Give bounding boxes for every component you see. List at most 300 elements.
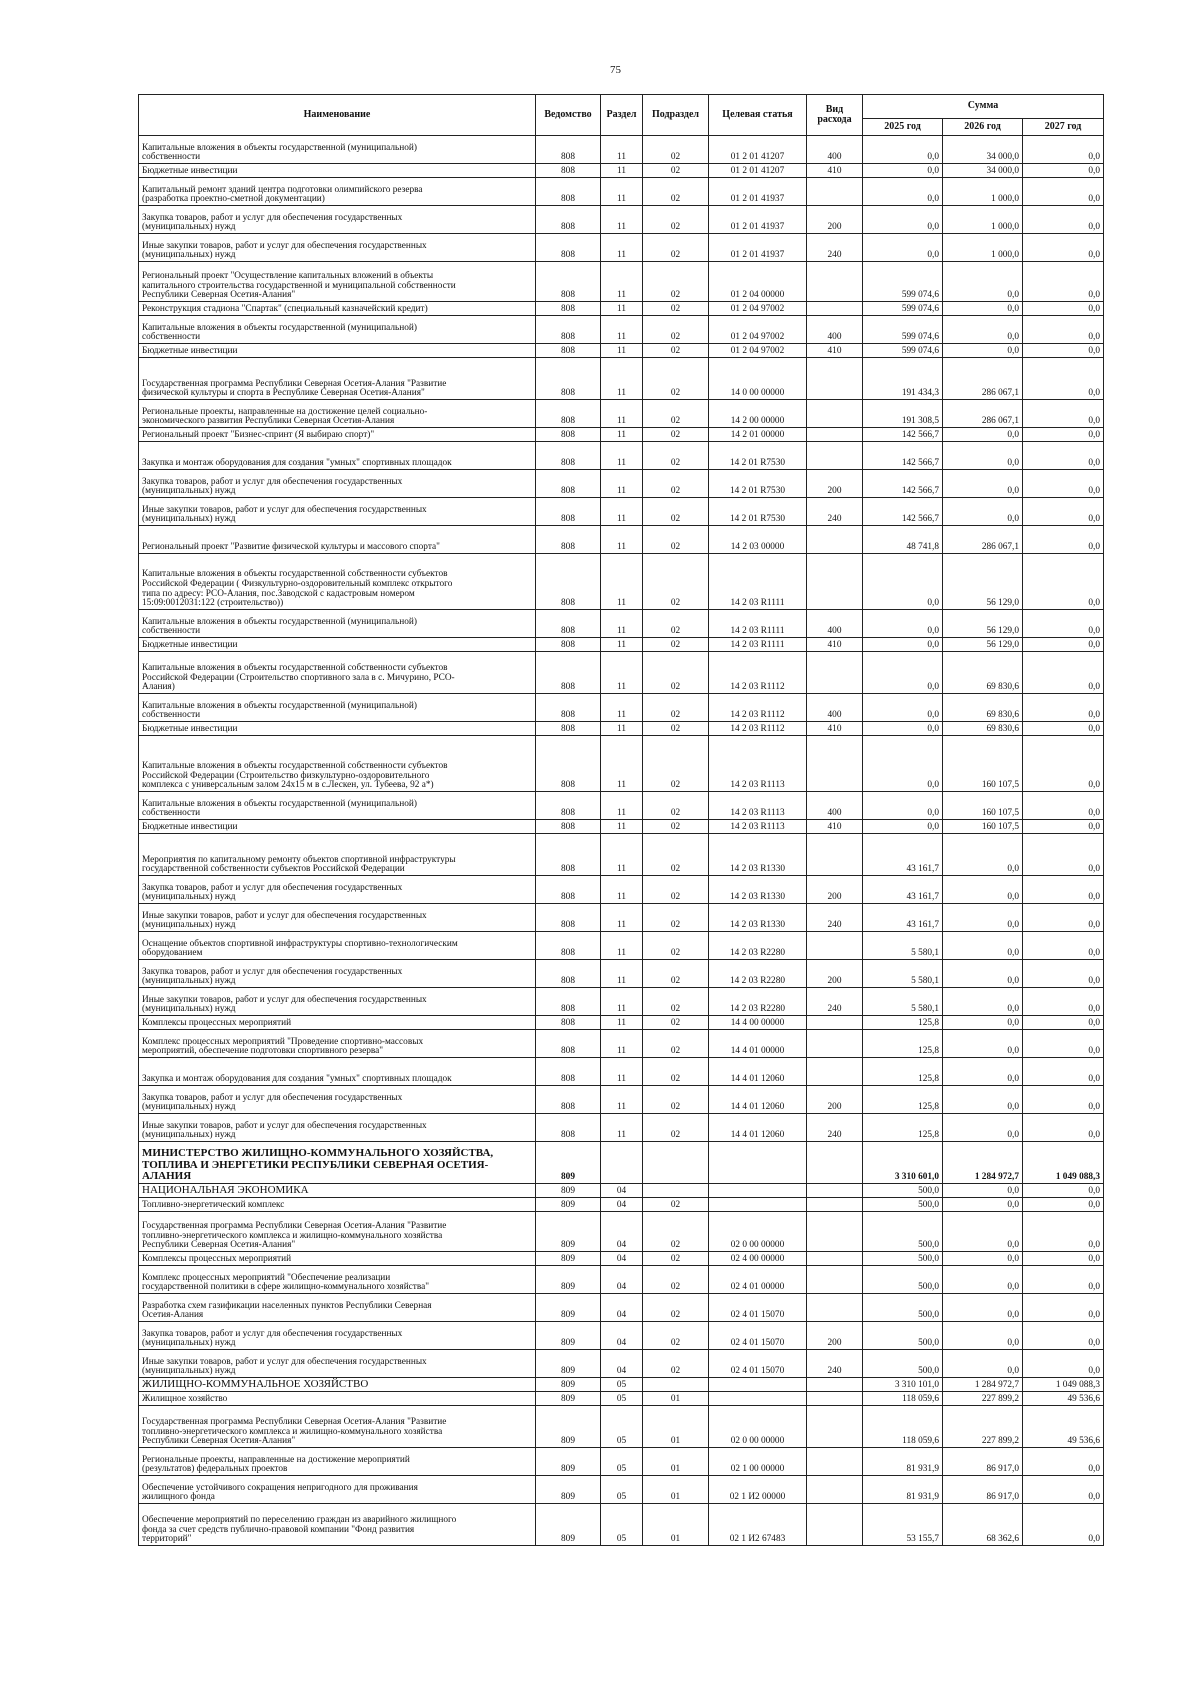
row-dept: 808 [536, 470, 601, 498]
row-section: 04 [601, 1294, 643, 1322]
row-sum-2025: 599 074,6 [863, 316, 943, 344]
table-row [139, 1392, 1104, 1406]
row-sum-2025: 142 566,7 [863, 442, 943, 470]
row-sum-2027: 0,0 [1023, 1322, 1104, 1350]
row-sum-2025: 118 059,6 [863, 1392, 943, 1406]
row-sum-2026: 56 129,0 [943, 610, 1023, 638]
row-expense-type [807, 358, 863, 400]
row-sum-2026: 1 000,0 [943, 206, 1023, 234]
row-section: 11 [601, 694, 643, 722]
row-dept: 808 [536, 932, 601, 960]
row-subsection: 01 [643, 1504, 709, 1546]
row-target: 14 2 03 R1330 [709, 904, 807, 932]
row-target: 01 2 01 41937 [709, 178, 807, 206]
row-expense-type: 200 [807, 470, 863, 498]
row-sum-2025: 0,0 [863, 792, 943, 820]
row-sum-2025: 0,0 [863, 234, 943, 262]
row-subsection: 01 [643, 1476, 709, 1504]
row-subsection: 02 [643, 932, 709, 960]
row-section: 11 [601, 1016, 643, 1030]
row-dept: 808 [536, 344, 601, 358]
row-dept: 808 [536, 638, 601, 652]
row-name: Иные закупки товаров, работ и услуг для обеспечения государственных (муниципальных) нужд [139, 904, 536, 932]
row-name: Иные закупки товаров, работ и услуг для обеспечения государственных (муниципальных) нужд [139, 234, 536, 262]
row-sum-2025: 118 059,6 [863, 1406, 943, 1448]
table-row [139, 1476, 1104, 1504]
row-section: 11 [601, 792, 643, 820]
row-sum-2026: 0,0 [943, 1294, 1023, 1322]
row-sum-2026: 0,0 [943, 262, 1023, 302]
row-subsection: 02 [643, 1252, 709, 1266]
row-name: Капитальные вложения в объекты государственной (муниципальной) собственности [139, 610, 536, 638]
row-dept: 808 [536, 1030, 601, 1058]
row-name: ЖИЛИЩНО-КОММУНАЛЬНОЕ ХОЗЯЙСТВО [139, 1378, 536, 1392]
row-sum-2026: 56 129,0 [943, 554, 1023, 610]
table-row [139, 344, 1104, 358]
header-sum: Сумма [863, 95, 1104, 119]
row-sum-2026: 0,0 [943, 904, 1023, 932]
row-dept: 808 [536, 904, 601, 932]
row-expense-type: 410 [807, 722, 863, 736]
row-target [709, 1184, 807, 1198]
row-name: Бюджетные инвестиции [139, 164, 536, 178]
row-name: Закупка товаров, работ и услуг для обеспечения государственных (муниципальных) нужд [139, 1086, 536, 1114]
row-expense-type [807, 526, 863, 554]
row-expense-type: 200 [807, 1322, 863, 1350]
row-sum-2025: 43 161,7 [863, 904, 943, 932]
row-sum-2026: 69 830,6 [943, 694, 1023, 722]
row-target [709, 1198, 807, 1212]
row-sum-2026: 0,0 [943, 1058, 1023, 1086]
row-name: Бюджетные инвестиции [139, 820, 536, 834]
table-row [139, 1016, 1104, 1030]
row-subsection: 02 [643, 470, 709, 498]
row-dept: 808 [536, 442, 601, 470]
row-expense-type: 240 [807, 234, 863, 262]
row-section: 11 [601, 932, 643, 960]
row-expense-type [807, 262, 863, 302]
row-sum-2027: 0,0 [1023, 1198, 1104, 1212]
table-row [139, 358, 1104, 400]
row-name: МИНИСТЕРСТВО ЖИЛИЩНО-КОММУНАЛЬНОГО ХОЗЯЙСТВА, ТОПЛИВА И ЭНЕРГЕТИКИ РЕСПУБЛИКИ СЕВЕРНАЯ ОСЕТИЯ- АЛАНИЯ [139, 1142, 536, 1184]
row-expense-type [807, 932, 863, 960]
row-expense-type [807, 652, 863, 694]
row-expense-type [807, 1476, 863, 1504]
row-subsection: 02 [643, 498, 709, 526]
row-sum-2027: 0,0 [1023, 136, 1104, 164]
row-expense-type [807, 1392, 863, 1406]
row-sum-2027: 0,0 [1023, 178, 1104, 206]
row-expense-type [807, 1252, 863, 1266]
row-name: Комплекс процессных мероприятий "Проведение спортивно-массовых мероприятий, обеспечение подготовки спортивного резерва" [139, 1030, 536, 1058]
table-row [139, 400, 1104, 428]
row-sum-2027: 0,0 [1023, 1294, 1104, 1322]
header-expense-type: Вид расхода [807, 95, 863, 136]
row-name: Капитальные вложения в объекты государственной собственности субъектов Российской Федерации ( Физкультурно-оздоровительный комплекс открытого типа по адресу: РСО-Алания, пос.Заводской с кадастровым номером 15:09:0012031:122 (строительство)) [139, 554, 536, 610]
row-name: Закупка товаров, работ и услуг для обеспечения государственных (муниципальных) нужд [139, 876, 536, 904]
row-sum-2026: 0,0 [943, 1184, 1023, 1198]
row-name: Региональный проект "Бизнес-спринт (Я выбираю спорт)" [139, 428, 536, 442]
row-subsection: 02 [643, 1058, 709, 1086]
row-dept: 808 [536, 988, 601, 1016]
row-expense-type: 200 [807, 206, 863, 234]
row-expense-type [807, 442, 863, 470]
header-dept: Ведомство [536, 95, 601, 136]
row-target [709, 1378, 807, 1392]
row-dept: 809 [536, 1406, 601, 1448]
row-subsection: 02 [643, 234, 709, 262]
header-year-2025: 2025 год [863, 119, 943, 136]
row-subsection: 02 [643, 316, 709, 344]
row-sum-2025: 500,0 [863, 1252, 943, 1266]
row-section: 11 [601, 234, 643, 262]
row-subsection: 02 [643, 736, 709, 792]
row-name: Региональный проект "Развитие физической культуры и массового спорта" [139, 526, 536, 554]
row-target: 02 4 01 15070 [709, 1322, 807, 1350]
table-row [139, 792, 1104, 820]
row-sum-2027: 0,0 [1023, 498, 1104, 526]
row-dept: 808 [536, 652, 601, 694]
row-dept: 809 [536, 1184, 601, 1198]
budget-table [138, 94, 1104, 1546]
row-target [709, 1392, 807, 1406]
row-sum-2027: 0,0 [1023, 358, 1104, 400]
row-subsection: 02 [643, 792, 709, 820]
row-subsection: 02 [643, 1212, 709, 1252]
row-name: Бюджетные инвестиции [139, 638, 536, 652]
row-name: Иные закупки товаров, работ и услуг для обеспечения государственных (муниципальных) нужд [139, 498, 536, 526]
row-section: 11 [601, 358, 643, 400]
row-expense-type [807, 554, 863, 610]
row-name: Закупка товаров, работ и услуг для обеспечения государственных (муниципальных) нужд [139, 206, 536, 234]
row-dept: 808 [536, 834, 601, 876]
row-sum-2025: 0,0 [863, 178, 943, 206]
row-section: 11 [601, 736, 643, 792]
row-sum-2025: 142 566,7 [863, 498, 943, 526]
row-target: 01 2 01 41207 [709, 136, 807, 164]
row-expense-type [807, 1266, 863, 1294]
row-name: Закупка и монтаж оборудования для создания "умных" спортивных площадок [139, 1058, 536, 1086]
row-sum-2025: 5 580,1 [863, 988, 943, 1016]
row-name: Капитальные вложения в объекты государственной собственности субъектов Российской Федерации (Строительство физкультурно-оздоровительного комплекса с универсальным залом 24х15 м в с.Лескен, ул. Тубеева, 92 а*) [139, 736, 536, 792]
row-subsection: 02 [643, 358, 709, 400]
table-row [139, 694, 1104, 722]
row-sum-2026: 0,0 [943, 1030, 1023, 1058]
row-sum-2027: 0,0 [1023, 1086, 1104, 1114]
row-sum-2025: 599 074,6 [863, 262, 943, 302]
row-section: 11 [601, 904, 643, 932]
row-subsection: 02 [643, 960, 709, 988]
row-expense-type [807, 1212, 863, 1252]
row-sum-2025: 191 434,3 [863, 358, 943, 400]
row-sum-2026: 56 129,0 [943, 638, 1023, 652]
header-name: Наименование [139, 95, 536, 136]
row-subsection: 02 [643, 988, 709, 1016]
row-sum-2026: 0,0 [943, 470, 1023, 498]
table-row [139, 206, 1104, 234]
row-dept: 808 [536, 262, 601, 302]
table-row [139, 428, 1104, 442]
row-section: 11 [601, 316, 643, 344]
row-sum-2027: 49 536,6 [1023, 1392, 1104, 1406]
row-target: 14 2 03 R1112 [709, 694, 807, 722]
row-target: 14 2 03 R1113 [709, 736, 807, 792]
table-row [139, 932, 1104, 960]
row-section: 05 [601, 1378, 643, 1392]
row-dept: 809 [536, 1266, 601, 1294]
row-expense-type: 410 [807, 164, 863, 178]
row-sum-2027: 0,0 [1023, 554, 1104, 610]
row-name: Государственная программа Республики Северная Осетия-Алания "Развитие топливно-энергетического комплекса и жилищно-коммунального хозяйства Республики Северная Осетия-Алания" [139, 1406, 536, 1448]
row-target: 14 2 01 R7530 [709, 442, 807, 470]
row-sum-2027: 0,0 [1023, 1504, 1104, 1546]
row-subsection: 02 [643, 302, 709, 316]
table-row [139, 1030, 1104, 1058]
row-target: 14 2 03 R2280 [709, 960, 807, 988]
table-row [139, 470, 1104, 498]
row-name: Закупка товаров, работ и услуг для обеспечения государственных (муниципальных) нужд [139, 960, 536, 988]
row-expense-type [807, 834, 863, 876]
row-sum-2026: 286 067,1 [943, 526, 1023, 554]
row-sum-2027: 0,0 [1023, 694, 1104, 722]
row-section: 11 [601, 554, 643, 610]
row-section: 04 [601, 1322, 643, 1350]
row-section: 11 [601, 820, 643, 834]
row-sum-2026: 86 917,0 [943, 1448, 1023, 1476]
row-sum-2026: 0,0 [943, 834, 1023, 876]
row-subsection: 02 [643, 652, 709, 694]
row-name: Иные закупки товаров, работ и услуг для обеспечения государственных (муниципальных) нужд [139, 988, 536, 1016]
row-name: Бюджетные инвестиции [139, 344, 536, 358]
row-name: Капитальные вложения в объекты государственной (муниципальной) собственности [139, 316, 536, 344]
row-section: 11 [601, 470, 643, 498]
row-sum-2025: 142 566,7 [863, 428, 943, 442]
row-sum-2026: 69 830,6 [943, 722, 1023, 736]
page-number: 75 [610, 64, 621, 76]
row-sum-2027: 0,0 [1023, 638, 1104, 652]
row-name: Закупка товаров, работ и услуг для обеспечения государственных (муниципальных) нужд [139, 470, 536, 498]
row-name: Капитальные вложения в объекты государственной (муниципальной) собственности [139, 792, 536, 820]
row-sum-2026: 0,0 [943, 1016, 1023, 1030]
row-sum-2027: 1 049 088,3 [1023, 1378, 1104, 1392]
row-name: Иные закупки товаров, работ и услуг для обеспечения государственных (муниципальных) нужд [139, 1114, 536, 1142]
row-sum-2027: 0,0 [1023, 442, 1104, 470]
row-name: Жилищное хозяйство [139, 1392, 536, 1406]
row-section: 11 [601, 428, 643, 442]
row-target: 14 4 00 00000 [709, 1016, 807, 1030]
row-expense-type [807, 1448, 863, 1476]
row-subsection: 02 [643, 1114, 709, 1142]
row-subsection [643, 1184, 709, 1198]
header-section: Раздел [601, 95, 643, 136]
table-row [139, 1252, 1104, 1266]
row-sum-2025: 0,0 [863, 820, 943, 834]
row-sum-2025: 5 580,1 [863, 932, 943, 960]
row-name: Региональные проекты, направленные на достижение мероприятий (результатов) федеральных проектов [139, 1448, 536, 1476]
row-sum-2026: 69 830,6 [943, 652, 1023, 694]
row-target: 02 0 00 00000 [709, 1406, 807, 1448]
row-sum-2027: 0,0 [1023, 234, 1104, 262]
table-row [139, 1378, 1104, 1392]
row-dept: 808 [536, 1114, 601, 1142]
row-expense-type: 240 [807, 1350, 863, 1378]
row-sum-2026: 0,0 [943, 1266, 1023, 1294]
row-sum-2027: 0,0 [1023, 164, 1104, 178]
row-sum-2026: 34 000,0 [943, 164, 1023, 178]
row-sum-2026: 286 067,1 [943, 358, 1023, 400]
row-subsection: 02 [643, 442, 709, 470]
row-dept: 808 [536, 820, 601, 834]
row-sum-2025: 48 741,8 [863, 526, 943, 554]
row-sum-2027: 0,0 [1023, 904, 1104, 932]
row-expense-type [807, 178, 863, 206]
row-section: 11 [601, 400, 643, 428]
row-sum-2027: 0,0 [1023, 610, 1104, 638]
row-sum-2025: 142 566,7 [863, 470, 943, 498]
row-expense-type [807, 1030, 863, 1058]
table-row [139, 178, 1104, 206]
row-dept: 809 [536, 1198, 601, 1212]
row-dept: 809 [536, 1448, 601, 1476]
row-subsection: 02 [643, 400, 709, 428]
row-sum-2026: 0,0 [943, 932, 1023, 960]
table-row [139, 1058, 1104, 1086]
row-subsection: 01 [643, 1406, 709, 1448]
row-expense-type: 400 [807, 316, 863, 344]
table-row [139, 234, 1104, 262]
table-row [139, 302, 1104, 316]
row-sum-2027: 0,0 [1023, 1030, 1104, 1058]
row-dept: 808 [536, 164, 601, 178]
row-section: 05 [601, 1504, 643, 1546]
row-expense-type: 410 [807, 638, 863, 652]
row-section: 04 [601, 1212, 643, 1252]
row-subsection [643, 1378, 709, 1392]
table-row [139, 960, 1104, 988]
row-sum-2027: 0,0 [1023, 1448, 1104, 1476]
row-target: 02 4 01 00000 [709, 1266, 807, 1294]
row-dept: 808 [536, 722, 601, 736]
row-sum-2026: 0,0 [943, 1350, 1023, 1378]
row-dept: 809 [536, 1504, 601, 1546]
row-sum-2025: 0,0 [863, 722, 943, 736]
table-row [139, 1406, 1104, 1448]
row-dept: 808 [536, 358, 601, 400]
row-dept: 809 [536, 1392, 601, 1406]
header-subsection: Подраздел [643, 95, 709, 136]
row-section: 04 [601, 1184, 643, 1198]
row-section: 11 [601, 1086, 643, 1114]
row-subsection [643, 1142, 709, 1184]
row-sum-2025: 81 931,9 [863, 1448, 943, 1476]
row-target: 14 4 01 12060 [709, 1086, 807, 1114]
row-sum-2027: 0,0 [1023, 736, 1104, 792]
row-sum-2026: 1 000,0 [943, 178, 1023, 206]
row-subsection: 02 [643, 904, 709, 932]
row-section: 11 [601, 988, 643, 1016]
row-expense-type [807, 1504, 863, 1546]
row-subsection: 02 [643, 834, 709, 876]
row-subsection: 01 [643, 1448, 709, 1476]
table-row [139, 554, 1104, 610]
row-target: 14 2 03 R1112 [709, 722, 807, 736]
row-section: 11 [601, 262, 643, 302]
row-sum-2025: 0,0 [863, 164, 943, 178]
row-sum-2026: 0,0 [943, 960, 1023, 988]
row-sum-2025: 125,8 [863, 1114, 943, 1142]
row-section: 11 [601, 344, 643, 358]
table-body [139, 136, 1104, 1546]
row-name: Капитальные вложения в объекты государственной (муниципальной) собственности [139, 694, 536, 722]
row-target: 14 2 00 00000 [709, 400, 807, 428]
row-expense-type [807, 1378, 863, 1392]
table-row [139, 526, 1104, 554]
row-sum-2027: 0,0 [1023, 316, 1104, 344]
row-name: Государственная программа Республики Северная Осетия-Алания "Развитие физической культуры и спорта в Республике Северная Осетия-Алания" [139, 358, 536, 400]
row-target: 02 1 00 00000 [709, 1448, 807, 1476]
row-dept: 808 [536, 234, 601, 262]
row-section: 11 [601, 442, 643, 470]
row-target: 14 2 03 R1111 [709, 554, 807, 610]
row-subsection: 02 [643, 876, 709, 904]
row-sum-2027: 0,0 [1023, 302, 1104, 316]
row-sum-2027: 0,0 [1023, 960, 1104, 988]
row-name: Капитальный ремонт зданий центра подготовки олимпийского резерва (разработка проектно-сметной документации) [139, 178, 536, 206]
row-expense-type: 400 [807, 610, 863, 638]
row-subsection: 02 [643, 1294, 709, 1322]
row-sum-2025: 125,8 [863, 1030, 943, 1058]
row-target: 14 2 01 00000 [709, 428, 807, 442]
row-sum-2025: 5 580,1 [863, 960, 943, 988]
row-section: 11 [601, 722, 643, 736]
table-header [139, 95, 1104, 136]
row-sum-2027: 49 536,6 [1023, 1406, 1104, 1448]
row-subsection: 02 [643, 610, 709, 638]
row-target: 14 2 03 R1111 [709, 638, 807, 652]
table-row [139, 1504, 1104, 1546]
row-subsection: 02 [643, 694, 709, 722]
row-sum-2025: 0,0 [863, 652, 943, 694]
row-dept: 808 [536, 960, 601, 988]
row-subsection: 02 [643, 1086, 709, 1114]
row-section: 11 [601, 1114, 643, 1142]
row-subsection: 02 [643, 164, 709, 178]
row-target: 02 4 00 00000 [709, 1252, 807, 1266]
row-sum-2026: 0,0 [943, 1198, 1023, 1212]
header-target: Целевая статья [709, 95, 807, 136]
row-section [601, 1142, 643, 1184]
row-expense-type [807, 302, 863, 316]
row-subsection: 02 [643, 722, 709, 736]
row-section: 11 [601, 178, 643, 206]
row-name: Региональный проект "Осуществление капитальных вложений в объекты капитального строительства государственной и муниципальной собственности Республики Северная Осетия-Алания" [139, 262, 536, 302]
row-subsection: 02 [643, 554, 709, 610]
row-dept: 808 [536, 526, 601, 554]
row-name: Разработка схем газификации населенных пунктов Республики Северная Осетия-Алания [139, 1294, 536, 1322]
row-sum-2026: 0,0 [943, 1212, 1023, 1252]
row-sum-2027: 0,0 [1023, 262, 1104, 302]
row-expense-type: 200 [807, 1086, 863, 1114]
row-section: 11 [601, 136, 643, 164]
row-section: 11 [601, 1030, 643, 1058]
row-sum-2027: 0,0 [1023, 876, 1104, 904]
row-sum-2027: 1 049 088,3 [1023, 1142, 1104, 1184]
row-section: 11 [601, 834, 643, 876]
row-expense-type: 410 [807, 820, 863, 834]
row-sum-2025: 125,8 [863, 1016, 943, 1030]
row-dept: 809 [536, 1378, 601, 1392]
row-section: 05 [601, 1392, 643, 1406]
